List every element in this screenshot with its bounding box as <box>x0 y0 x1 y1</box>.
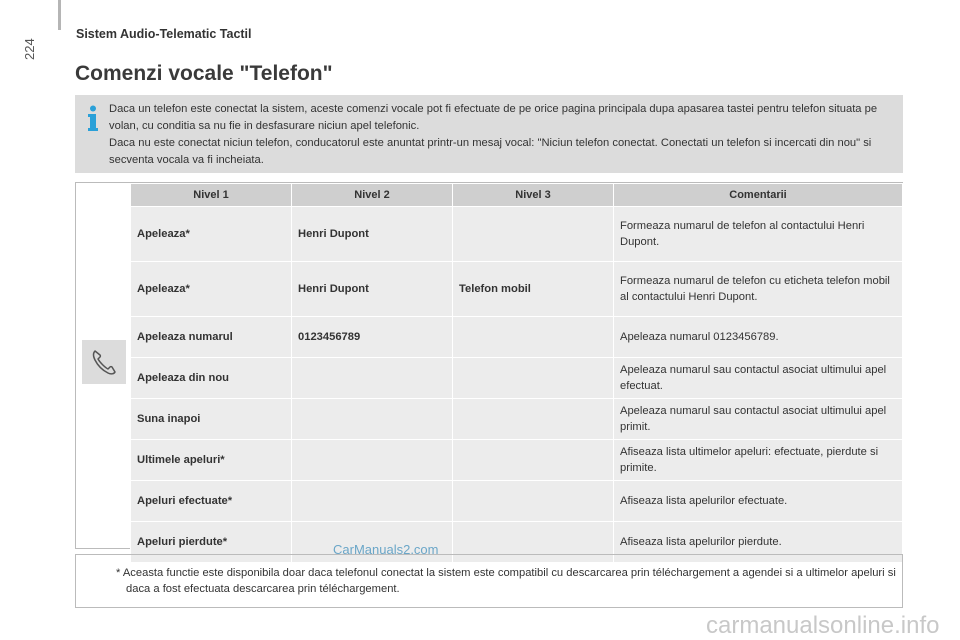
info-box <box>75 95 903 173</box>
table-row <box>131 262 903 317</box>
header-nivel-3: Nivel 3 <box>453 184 614 207</box>
watermark-carmanuals2[interactable]: CarManuals2.com <box>333 542 439 557</box>
table-row <box>131 317 903 358</box>
cell-nivel-2: 0123456789 <box>292 317 453 358</box>
header-comentarii: Comentarii <box>614 184 903 207</box>
section-title: Sistem Audio-Telematic Tactil <box>76 27 252 41</box>
table-row <box>131 207 903 262</box>
cell-nivel-1: Apeleaza numarul <box>131 317 292 358</box>
cell-comment: Apeleaza numarul 0123456789. <box>614 317 903 358</box>
header-nivel-2: Nivel 2 <box>292 184 453 207</box>
table-row <box>131 440 903 481</box>
footnote-box <box>75 554 903 608</box>
cell-nivel-3 <box>453 207 614 262</box>
cell-comment: Afiseaza lista ultimelor apeluri: efectuate, pierdute si primite. <box>614 440 903 481</box>
cell-comment: Apeleaza numarul sau contactul asociat ultimului apel efectuat. <box>614 358 903 399</box>
cell-nivel-2 <box>292 399 453 440</box>
cell-nivel-2 <box>292 440 453 481</box>
cell-nivel-3 <box>453 481 614 522</box>
cell-nivel-3 <box>453 399 614 440</box>
margin-line <box>58 0 61 30</box>
cell-comment: Formeaza numarul de telefon al contactului Henri Dupont. <box>614 207 903 262</box>
info-line-1: Daca un telefon este conectat la sistem, aceste comenzi vocale pot fi efectuate de pe orice pagina principala dupa apasarea tastei pentru telefon situata pe volan, cu conditia sa nu fie in desfasurare niciun apel telefonic. <box>109 103 878 132</box>
cell-nivel-2: Henri Dupont <box>292 207 453 262</box>
page-title: Comenzi vocale "Telefon" <box>75 62 333 85</box>
cell-nivel-3: Telefon mobil <box>453 262 614 317</box>
cell-comment: Afiseaza lista apelurilor pierdute. <box>614 522 903 563</box>
table-row <box>131 399 903 440</box>
info-icon <box>87 105 99 131</box>
phone-icon <box>89 347 119 377</box>
page-number: 224 <box>22 38 37 60</box>
table-header-row <box>131 184 903 207</box>
cell-nivel-3 <box>453 440 614 481</box>
cell-nivel-3 <box>453 317 614 358</box>
cell-comment: Afiseaza lista apelurilor efectuate. <box>614 481 903 522</box>
cell-nivel-1: Suna inapoi <box>131 399 292 440</box>
cell-nivel-1: Apeleaza* <box>131 207 292 262</box>
watermark-carmanualsonline[interactable]: carmanualsonline.info <box>706 612 940 639</box>
cell-nivel-2 <box>292 358 453 399</box>
cell-nivel-1: Apeluri pierdute* <box>131 522 292 563</box>
cell-nivel-1: Apeleaza* <box>131 262 292 317</box>
info-line-2: Daca nu este conectat niciun telefon, conducatorul este anuntat printr-un mesaj vocal: "Niciun telefon conectat. Conectati un telefon si incercati din nou" si secventa vocala va fi incheiata. <box>109 137 872 166</box>
cell-nivel-1: Apeleaza din nou <box>131 358 292 399</box>
cell-nivel-2: Henri Dupont <box>292 262 453 317</box>
table-row <box>131 358 903 399</box>
voice-commands-table-wrap <box>75 182 903 549</box>
footnote-text: * Aceasta functie este disponibila doar daca telefonul conectat la sistem este compatibil cu descarcarea prin téléchargement a agendei si a ultimelor apeluri si daca a fost efectuata descarcarea prin téléchargement. <box>116 567 896 595</box>
cell-nivel-1: Apeluri efectuate* <box>131 481 292 522</box>
cell-nivel-3 <box>453 358 614 399</box>
header-nivel-1: Nivel 1 <box>131 184 292 207</box>
cell-nivel-1: Ultimele apeluri* <box>131 440 292 481</box>
phone-icon-box <box>82 340 126 384</box>
info-text <box>109 101 893 169</box>
voice-commands-table <box>130 183 903 563</box>
cell-comment: Formeaza numarul de telefon cu eticheta telefon mobil al contactului Henri Dupont. <box>614 262 903 317</box>
cell-nivel-2 <box>292 481 453 522</box>
table-row <box>131 481 903 522</box>
cell-comment: Apeleaza numarul sau contactul asociat ultimului apel primit. <box>614 399 903 440</box>
